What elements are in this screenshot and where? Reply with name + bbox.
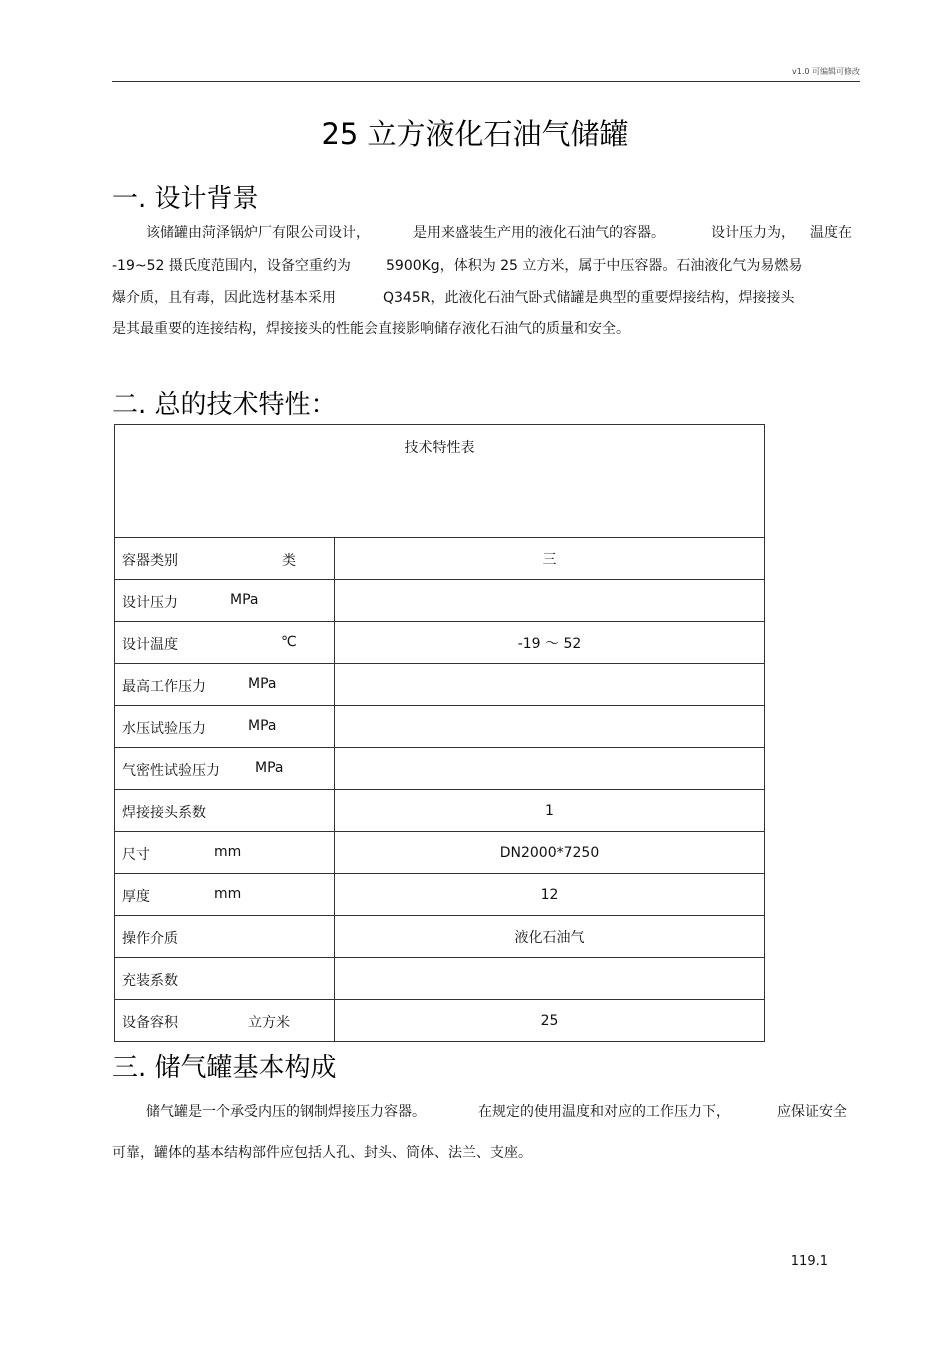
row-unit: MPa bbox=[255, 760, 284, 776]
row-unit: MPa bbox=[248, 718, 277, 734]
table-row bbox=[115, 1000, 765, 1042]
row-value: 12 bbox=[335, 874, 765, 916]
header-version-note: v1.0 可编辑可修改 bbox=[792, 67, 860, 76]
table-row bbox=[115, 958, 765, 1000]
row-label: 充装系数 bbox=[122, 973, 178, 989]
row-unit: 立方米 bbox=[248, 1015, 290, 1031]
row-value bbox=[335, 706, 765, 748]
section3-paragraph bbox=[112, 1101, 862, 1171]
row-value: 1 bbox=[335, 790, 765, 832]
section3-heading: 三. 储气罐基本构成 bbox=[112, 1053, 337, 1083]
row-label: 最高工作压力 bbox=[122, 679, 206, 695]
p3-line2: 可靠，罐体的基本结构部件应包括人孔、封头、筒体、法兰、支座。 bbox=[112, 1145, 532, 1161]
p1-line1-b: 是用来盛装生产用的液化石油气的容器。 bbox=[413, 225, 665, 241]
p1-line1-d: 温度在 bbox=[810, 225, 852, 241]
table-row bbox=[115, 916, 765, 958]
row-label: 水压试验压力 bbox=[122, 721, 206, 737]
p3-line1-c: 应保证安全 bbox=[777, 1104, 847, 1120]
table-caption-row bbox=[115, 425, 765, 538]
p1-line3-a: 爆介质，且有毒，因此选材基本采用 bbox=[112, 290, 336, 306]
row-unit: ℃ bbox=[281, 634, 297, 650]
p3-line1-b: 在规定的使用温度和对应的工作压力下， bbox=[478, 1104, 730, 1120]
row-label: 气密性试验压力 bbox=[122, 763, 220, 779]
row-value bbox=[335, 580, 765, 622]
row-unit: MPa bbox=[248, 676, 277, 692]
row-value: 三 bbox=[335, 538, 765, 580]
row-value bbox=[335, 748, 765, 790]
row-unit: mm bbox=[214, 886, 242, 902]
page-number: 119.1 bbox=[790, 1254, 828, 1269]
row-unit: MPa bbox=[230, 592, 259, 608]
p1-line2-a: -19~52 摄氏度范围内，设备空重约为 bbox=[112, 258, 351, 274]
p1-line1-c: 设计压力为， bbox=[711, 225, 795, 241]
table-row bbox=[115, 832, 765, 874]
section2-heading: 二. 总的技术特性： bbox=[112, 390, 337, 420]
row-label: 设计温度 bbox=[122, 637, 178, 653]
table-row bbox=[115, 748, 765, 790]
section1-paragraph bbox=[112, 222, 862, 342]
section1-heading: 一. 设计背景 bbox=[112, 184, 259, 214]
row-label: 容器类别 bbox=[122, 553, 178, 569]
row-value bbox=[335, 958, 765, 1000]
tech-spec-table bbox=[114, 424, 765, 1042]
table-row bbox=[115, 790, 765, 832]
row-label: 设备容积 bbox=[122, 1015, 178, 1031]
row-label: 操作介质 bbox=[122, 931, 178, 947]
row-label: 设计压力 bbox=[122, 595, 178, 611]
document-title: 25 立方液化石油气储罐 bbox=[321, 117, 629, 151]
table-row bbox=[115, 664, 765, 706]
table-row bbox=[115, 538, 765, 580]
table-row bbox=[115, 706, 765, 748]
row-value: -19 ～ 52 bbox=[335, 622, 765, 664]
row-unit: 类 bbox=[282, 553, 296, 569]
row-label: 厚度 bbox=[122, 889, 150, 905]
table-row bbox=[115, 580, 765, 622]
row-value: DN2000*7250 bbox=[335, 832, 765, 874]
row-label: 焊接接头系数 bbox=[122, 805, 206, 821]
header-divider bbox=[112, 81, 860, 82]
p3-line1-a: 储气罐是一个承受内压的钢制焊接压力容器。 bbox=[146, 1104, 426, 1120]
p1-line2-b: 5900Kg，体积为 25 立方米，属于中压容器。石油液化气为易燃易 bbox=[386, 258, 803, 274]
p1-line1-a: 该储罐由菏泽锅炉厂有限公司设计， bbox=[146, 225, 370, 241]
p1-line4: 是其最重要的连接结构，焊接接头的性能会直接影响储存液化石油气的质量和安全。 bbox=[112, 321, 630, 337]
row-unit: mm bbox=[214, 844, 242, 860]
row-value: 液化石油气 bbox=[335, 916, 765, 958]
table-row bbox=[115, 874, 765, 916]
row-value: 25 bbox=[335, 1000, 765, 1042]
table-caption: 技术特性表 bbox=[115, 425, 765, 538]
table-row bbox=[115, 622, 765, 664]
row-label: 尺寸 bbox=[122, 847, 150, 863]
p1-line3-b: Q345R，此液化石油气卧式储罐是典型的重要焊接结构，焊接接头 bbox=[383, 290, 795, 306]
row-value bbox=[335, 664, 765, 706]
